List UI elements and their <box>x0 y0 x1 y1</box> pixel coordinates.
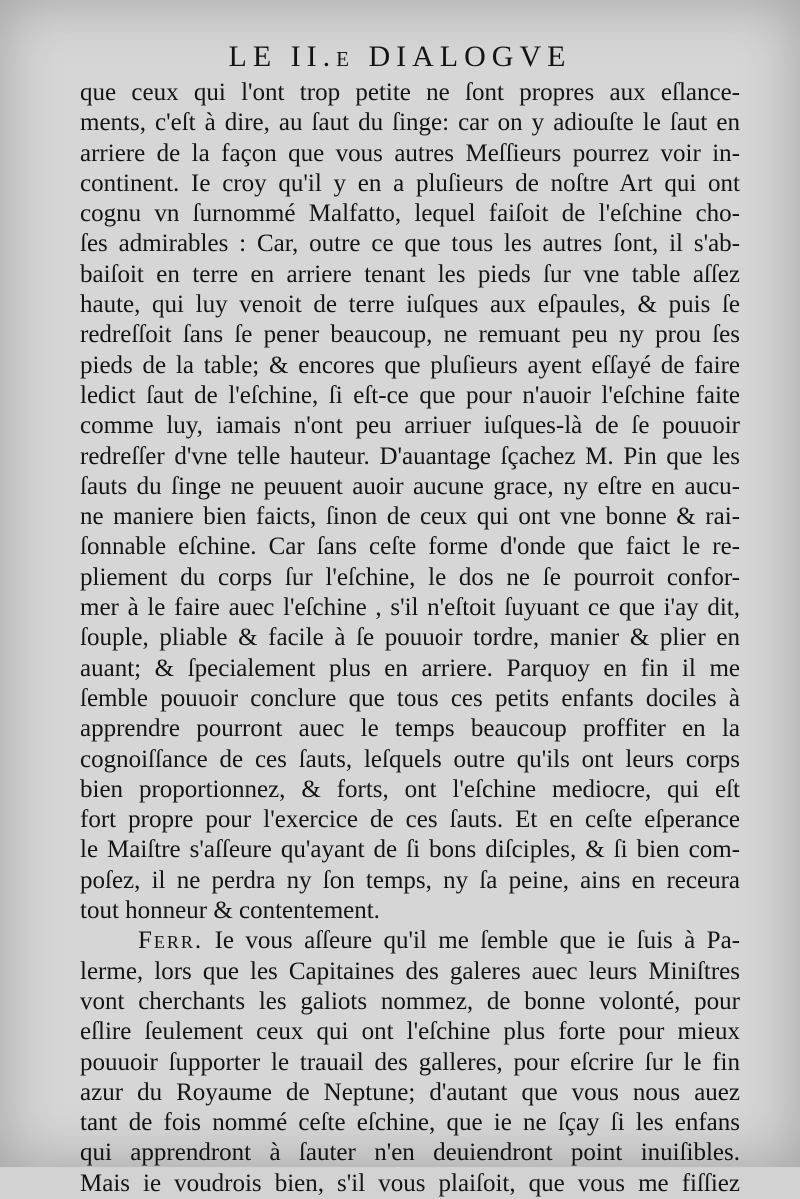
text-line: baiſoit en terre en arriere tenant les pieds ſur vne table aſſez <box>80 260 740 288</box>
text-line: redreſſer d'vne telle hauteur. D'auantage ſçachez M. Pin que les <box>80 442 740 470</box>
text-line: tout honneur & contentement. <box>80 897 380 925</box>
speaker-name: Ferr. <box>138 927 204 955</box>
text-line: azur du Royaume de Neptune; d'autant que vous nous auez <box>80 1078 740 1106</box>
text-line: eſlire ſeulement ceux qui ont l'eſchine plus forte pour mieux <box>80 1018 740 1046</box>
text-line: arriere de la façon que vous autres Meſſieurs pourrez voir in- <box>80 139 740 167</box>
text-line: ſemble pouuoir conclure que tous ces petits enfants dociles à <box>80 684 740 712</box>
running-head-text: LE II.e DIALOGVE <box>228 40 572 73</box>
paragraph-2 <box>80 926 740 1199</box>
text-line: ſes admirables : Car, outre ce que tous les autres ſont, il s'ab- <box>80 230 740 258</box>
text-line: cognoiſſance de ces ſauts, leſquels outre qu'ils ont leurs corps <box>80 745 740 773</box>
text-line: comme luy, iamais n'ont peu arriuer iuſques-là de ſe pouuoir <box>80 412 740 440</box>
text-line: mer à le faire auec l'eſchine , s'il n'eſtoit ſuyuant ce que i'ay dit, <box>80 594 740 622</box>
text-line: haute, qui luy venoit de terre iuſques aux eſpaules, & puis ſe <box>80 291 740 319</box>
text-line: poſez, il ne perdra ny ſon temps, ny ſa peine, ains en receura <box>80 866 740 894</box>
text-line: qui apprendront à ſauter n'en deuiendront point inuiſibles. <box>80 1139 740 1167</box>
text-line: pouuoir ſupporter le trauail des galleres, pour eſcrire ſur le fin <box>80 1048 740 1076</box>
text-line: auant; & ſpecialement plus en arriere. Parquoy en fin il me <box>80 654 740 682</box>
text-line: lerme, lors que les Capitaines des galeres auec leurs Miniſtres <box>80 957 740 985</box>
text-line-content: Ie vous aſſeure qu'il me ſemble que ie ſuis à Pa- <box>214 927 741 955</box>
text-line: ne maniere bien faicts, ſinon de ceux qui ont vne bonne & rai- <box>80 503 740 531</box>
text-line: continent. Ie croy qu'il y en a pluſieurs de noſtre Art qui ont <box>80 169 740 197</box>
text-line: ſauts du ſinge ne peuuent auoir aucune grace, ny eſtre en aucu- <box>80 472 740 500</box>
text-line: bien proportionnez, & forts, ont l'eſchine mediocre, qui eſt <box>80 775 740 803</box>
text-line: pieds de la table; & encores que pluſieurs ayent eſſayé de faire <box>80 351 740 379</box>
text-line: apprendre pourront auec le temps beaucoup proffiter en la <box>80 715 740 743</box>
text-line: pliement du corps ſur l'eſchine, le dos ne ſe pourroit confor- <box>80 563 740 591</box>
text-line <box>80 926 740 956</box>
text-line: redreſſoit ſans ſe pener beaucoup, ne remuant peu ny prou ſes <box>80 321 740 349</box>
text-line: tant de fois nommé ceſte eſchine, que ie ne ſçay ſi les enfans <box>80 1109 740 1137</box>
text-line: ledict ſaut de l'eſchine, ſi eſt-ce que pour n'auoir l'eſchine faite <box>80 381 740 409</box>
text-line: fort propre pour l'exercice de ces ſauts. Et en ceſte eſperance <box>80 806 740 834</box>
text-line: le Maiſtre s'aſſeure qu'ayant de ſi bons diſciples, & ſi bien com- <box>80 836 740 864</box>
text-line: ſouple, pliable & facile à ſe pouuoir tordre, manier & plier en <box>80 624 740 652</box>
text-line: cognu vn ſurnommé Malfatto, lequel faiſoit de l'eſchine cho- <box>80 200 740 228</box>
text-line: ments, c'eſt à dire, au ſaut du ſinge: car on y adiouſte le ſaut en <box>80 109 740 137</box>
text-line: Mais ie voudrois bien, s'il vous plaiſoit, que vous me fiſſiez <box>80 1169 740 1197</box>
paragraph-1 <box>80 78 740 926</box>
body-text <box>80 78 740 1199</box>
text-line: vont cherchants les galiots nommez, de bonne volonté, pour <box>80 987 740 1015</box>
text-line: que ceux qui l'ont trop petite ne ſont propres aux eſlance- <box>80 79 740 106</box>
running-head <box>0 40 800 74</box>
text-line: ſonnable eſchine. Car ſans ceſte forme d'onde que faict le re- <box>80 533 740 561</box>
